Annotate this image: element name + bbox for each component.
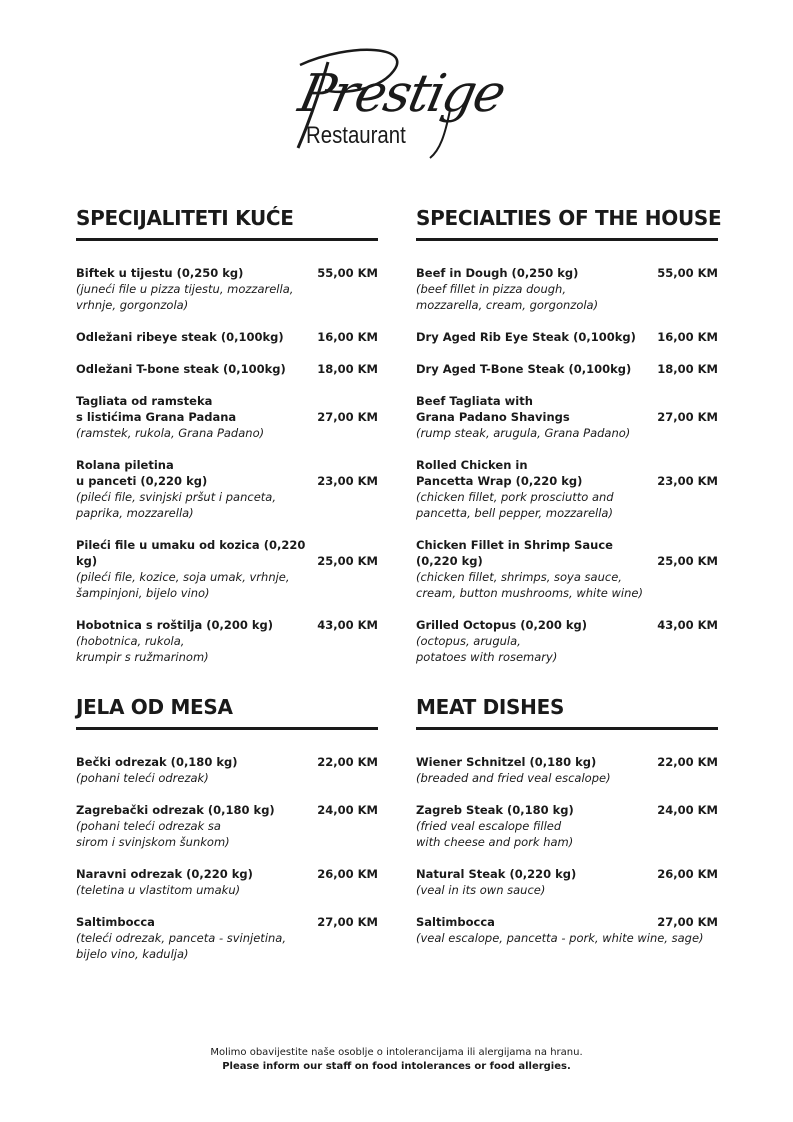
logo-subtitle: Restaurant [306,122,406,149]
menu-item-row [416,329,718,345]
menu-item-name: Zagreb Steak (0,180 kg) [416,803,574,817]
menu-item [76,802,378,850]
menu-item-row [76,457,378,489]
menu-item [416,617,718,665]
menu-item [416,457,718,521]
item-list [76,265,378,665]
menu-item-description: (beef fillet in pizza dough, mozzarella, cream, gorgonzola) [416,282,599,312]
menu-item-description: (pohani teleći odrezak sa sirom i svinjskom šunkom) [76,819,230,849]
menu-item [416,361,718,377]
menu-item-name: Saltimbocca [416,915,495,929]
menu-item-name: Odležani T-bone steak (0,100kg) [76,362,286,376]
menu-item-name: Bečki odrezak (0,180 kg) [76,755,238,769]
menu-item-name: Dry Aged T-Bone Steak (0,100kg) [416,362,632,376]
menu-item-price: 26,00 KM [317,867,378,881]
menu-item [416,866,718,898]
menu-item-row [416,866,718,882]
menu-item-name: Rolled Chicken in Pancetta Wrap (0,220 kg) [416,458,583,488]
menu-item [76,457,378,521]
menu-item-price: 26,00 KM [657,867,718,881]
menu-item-price: 23,00 KM [657,474,718,488]
menu-item-name: Odležani ribeye steak (0,100kg) [76,330,284,344]
allergy-notice-english: Please inform our staff on food intolerances or food allergies. [222,1061,571,1072]
menu-item-row [416,914,718,930]
menu-item-price: 27,00 KM [317,410,378,424]
menu-item-name: Tagliata od ramsteka s listićima Grana Padana [76,394,237,424]
menu-item-description: (teleći odrezak, panceta - svinjetina, bijelo vino, kadulja) [76,931,287,961]
menu-item-price: 55,00 KM [317,266,378,280]
menu-item-name: Zagrebački odrezak (0,180 kg) [76,803,275,817]
menu-item-row [76,754,378,770]
menu-item-name: Rolana piletina u panceti (0,220 kg) [76,458,208,488]
section-title: SPECIJALITETI KUĆE [76,206,378,241]
menu-item-price: 27,00 KM [317,915,378,929]
section-meat-english [416,695,718,962]
menu-item-description: (chicken fillet, shrimps, soya sauce, cream, button mushrooms, white wine) [416,570,643,600]
menu-item-row [76,265,378,281]
menu-item-name: Natural Steak (0,220 kg) [416,867,577,881]
menu-item-row [76,914,378,930]
menu-item-name: Naravni odrezak (0,220 kg) [76,867,253,881]
menu-item-description: (pileći file, svinjski pršut i panceta, paprika, mozzarella) [76,490,276,520]
item-list [416,265,718,665]
menu-item-row [76,866,378,882]
menu-item-row [416,393,718,425]
menu-item-name: Pileći file u umaku od kozica (0,220 kg) [76,538,306,568]
menu-item-price: 27,00 KM [657,410,718,424]
item-list [416,754,718,946]
menu-item-row [416,802,718,818]
menu-item [416,914,718,946]
logo-script-text: Prestige [293,64,510,124]
menu-item-price: 16,00 KM [657,330,718,344]
menu-item-row [76,361,378,377]
menu-item-price: 18,00 KM [657,362,718,376]
menu-item-description: (ramstek, rukola, Grana Padano) [76,426,265,440]
menu-item-price: 25,00 KM [317,554,378,568]
menu-item-price: 24,00 KM [657,803,718,817]
menu-item [416,754,718,786]
menu-item-description: (pohani teleći odrezak) [76,771,209,785]
menu-item-row [416,754,718,770]
section-meat-local [76,695,378,978]
menu-item-name: Biftek u tijestu (0,250 kg) [76,266,244,280]
menu-item-row [76,329,378,345]
menu-item [76,617,378,665]
menu-item-row [76,393,378,425]
menu-item-description: (teletina u vlastitom umaku) [76,883,241,897]
menu-item-description: (veal escalope, pancetta - pork, white wine, sage) [416,931,704,945]
menu-item [76,866,378,898]
menu-item-name: Chicken Fillet in Shrimp Sauce (0,220 kg) [416,538,613,568]
menu-item-price: 22,00 KM [657,755,718,769]
allergy-notice-local: Molimo obavijestite naše osoblje o intolerancijama ili alergijama na hranu. [210,1047,583,1058]
menu-item [76,329,378,345]
menu-item-name: Hobotnica s roštilja (0,200 kg) [76,618,273,632]
section-title: MEAT DISHES [416,695,718,730]
section-specialties-english [416,206,722,681]
menu-item [76,361,378,377]
menu-item-price: 18,00 KM [317,362,378,376]
menu-item [416,393,718,441]
menu-item [416,537,718,601]
menu-item-name: Wiener Schnitzel (0,180 kg) [416,755,597,769]
menu-item-name: Saltimbocca [76,915,155,929]
menu-item [76,393,378,441]
menu-item-name: Grilled Octopus (0,200 kg) [416,618,588,632]
item-list [76,754,378,962]
section-title: JELA OD MESA [76,695,378,730]
menu-item-name: Beef in Dough (0,250 kg) [416,266,579,280]
menu-item-description: (rump steak, arugula, Grana Padano) [416,426,631,440]
menu-item-row [416,537,718,569]
section-specialties-local [76,206,378,681]
menu-item-row [416,457,718,489]
menu-item-name: Dry Aged Rib Eye Steak (0,100kg) [416,330,636,344]
menu-item-row [76,537,378,569]
menu-item [416,329,718,345]
menu-item-description: (juneći file u pizza tijestu, mozzarella, vrhnje, gorgonzola) [76,282,294,312]
menu-item [416,802,718,850]
section-title: SPECIALTIES OF THE HOUSE [416,206,718,241]
menu-item-price: 43,00 KM [657,618,718,632]
allergy-notice [0,1046,793,1074]
menu-item-description: (hobotnica, rukola, krumpir s ružmarinom) [76,634,209,664]
menu-item-description: (fried veal escalope filled with cheese and pork ham) [416,819,574,849]
menu-item-description: (chicken fillet, pork prosciutto and pancetta, bell pepper, mozzarella) [416,490,614,520]
menu-item-row [416,617,718,633]
menu-item-row [416,361,718,377]
menu-item-price: 23,00 KM [317,474,378,488]
menu-item-price: 24,00 KM [317,803,378,817]
menu-item-row [76,802,378,818]
menu-item-name: Beef Tagliata with Grana Padano Shavings [416,394,570,424]
menu-item-description: (breaded and fried veal escalope) [416,771,611,785]
menu-item-row [76,617,378,633]
menu-item-row [416,265,718,281]
menu-item-description: (pileći file, kozice, soja umak, vrhnje, šampinjoni, bijelo vino) [76,570,290,600]
menu-item [76,265,378,313]
menu-item-price: 22,00 KM [317,755,378,769]
menu-item-price: 16,00 KM [317,330,378,344]
menu-item-price: 55,00 KM [657,266,718,280]
menu-item [416,265,718,313]
menu-item-description: (veal in its own sauce) [416,883,546,897]
menu-item [76,914,378,962]
restaurant-logo [0,40,793,170]
menu-item [76,537,378,601]
menu-item-price: 25,00 KM [657,554,718,568]
menu-item-price: 27,00 KM [657,915,718,929]
menu-item-description: (octopus, arugula, potatoes with rosemary) [416,634,558,664]
menu-item-price: 43,00 KM [317,618,378,632]
menu-item [76,754,378,786]
